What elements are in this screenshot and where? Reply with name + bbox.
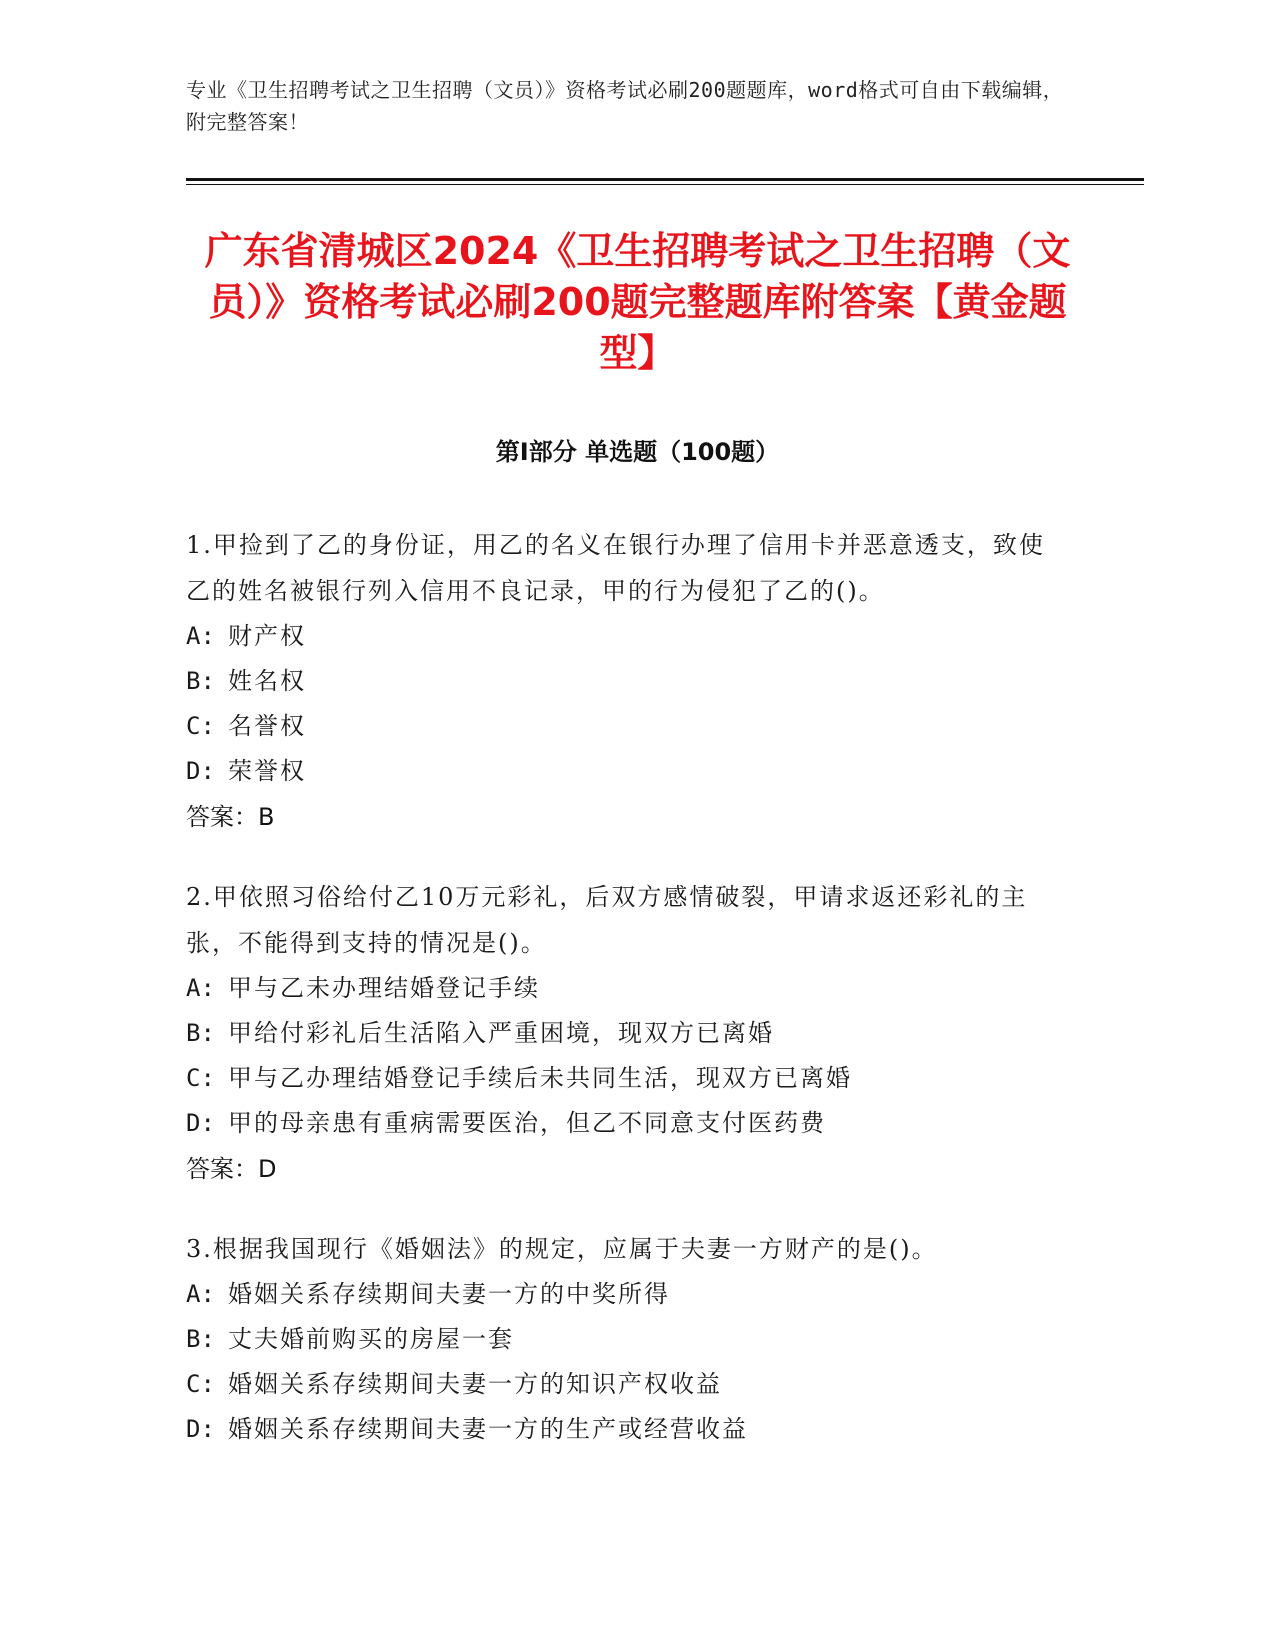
question-stem: 1.甲捡到了乙的身份证，用乙的名义在银行办理了信用卡并恶意透支，致使乙的姓名被银行列入信用不良记录，甲的行为侵犯了乙的()。: [186, 531, 1045, 605]
header-note: 专业《卫生招聘考试之卫生招聘（文员）》资格考试必刷200题题库，word格式可自由下载编辑，附完整答案！: [186, 78, 1064, 134]
question-stem: 2.甲依照习俗给付乙10万元彩礼，后双方感情破裂，甲请求返还彩礼的主张，不能得到支持的情况是()。: [186, 883, 1028, 957]
option-text: 婚姻关系存续期间夫妻一方的中奖所得: [228, 1280, 670, 1308]
option-letter: A:: [186, 622, 215, 650]
option-text: 甲与乙办理结婚登记手续后未共同生活，现双方已离婚: [228, 1064, 852, 1092]
option-letter: B:: [186, 1019, 215, 1047]
option-text: 姓名权: [228, 667, 306, 695]
option-b: [186, 1011, 1066, 1056]
option-letter: C:: [186, 712, 215, 740]
option-letter: D:: [186, 757, 215, 785]
option-text: 甲给付彩礼后生活陷入严重困境，现双方已离婚: [228, 1019, 774, 1047]
question-list: [186, 522, 1066, 1486]
option-text: 财产权: [228, 622, 306, 650]
option-b: [186, 1317, 1066, 1362]
option-letter: B:: [186, 1325, 215, 1353]
option-letter: B:: [186, 667, 215, 695]
option-text: 荣誉权: [228, 757, 306, 785]
option-b: [186, 659, 1066, 704]
option-text: 婚姻关系存续期间夫妻一方的知识产权收益: [228, 1370, 722, 1398]
option-d: [186, 1101, 1066, 1146]
option-text: 名誉权: [228, 712, 306, 740]
option-letter: A:: [186, 974, 215, 1002]
option-d: [186, 749, 1066, 794]
option-c: [186, 704, 1066, 749]
question-2: [186, 874, 1066, 1192]
option-letter: A:: [186, 1280, 215, 1308]
option-text: 甲与乙未办理结婚登记手续: [228, 974, 540, 1002]
option-letter: D:: [186, 1415, 215, 1443]
header-divider-thin: [186, 184, 1144, 185]
question-stem: 3.根据我国现行《婚姻法》的规定，应属于夫妻一方财产的是()。: [186, 1235, 938, 1263]
option-letter: D:: [186, 1109, 215, 1137]
option-d: [186, 1407, 1066, 1452]
answer: 答案：D: [186, 1155, 277, 1183]
option-c: [186, 1056, 1066, 1101]
option-letter: C:: [186, 1064, 215, 1092]
option-a: [186, 966, 1066, 1011]
option-a: [186, 614, 1066, 659]
option-c: [186, 1362, 1066, 1407]
option-a: [186, 1272, 1066, 1317]
option-letter: C:: [186, 1370, 215, 1398]
option-text: 甲的母亲患有重病需要医治，但乙不同意支付医药费: [228, 1109, 826, 1137]
option-text: 婚姻关系存续期间夫妻一方的生产或经营收益: [228, 1415, 748, 1443]
question-3: [186, 1226, 1066, 1452]
question-1: [186, 522, 1066, 840]
answer: 答案：B: [186, 803, 275, 831]
option-text: 丈夫婚前购买的房屋一套: [228, 1325, 514, 1353]
document-title: 广东省清城区2024《卫生招聘考试之卫生招聘（文员）》资格考试必刷200题完整题库附答案【黄金题型】: [204, 229, 1071, 375]
section-heading: 第Ⅰ部分 单选题（100题）: [495, 438, 780, 466]
header-divider-thick: [186, 178, 1144, 181]
